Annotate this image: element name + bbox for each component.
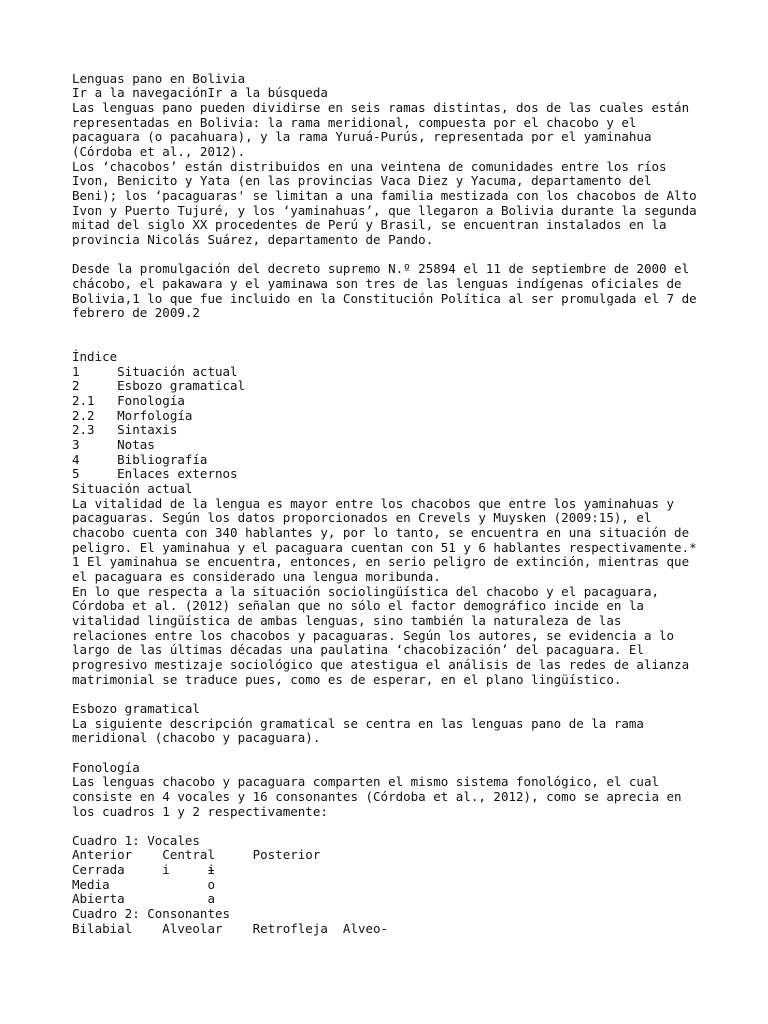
- index-item: [72, 394, 768, 409]
- intro-paragraph: [72, 101, 768, 160]
- column-header: Bilabial: [72, 920, 133, 936]
- text-line: representadas en Bolivia: la rama meridional, compuesta por el chacobo y el: [72, 114, 637, 130]
- nav-links: [72, 86, 768, 101]
- text-line: vitalidad lingüística de ambas lenguas, sino también la naturaleza de las: [72, 612, 622, 628]
- index-item: [72, 409, 768, 424]
- text-line: Las lenguas chacobo y pacaguara comparten el mismo sistema fonológico, el cual: [72, 774, 659, 790]
- text-line: Ivon y Puerto Tujuré, y los ‘yaminahuas’, que llegaron a Bolivia durante la segunda: [72, 202, 697, 218]
- text-line: los cuadros 1 y 2 respectivamente:: [72, 803, 328, 819]
- text-line: La vitalidad de la lengua es mayor entre los chacobos que entre los yaminahuas y: [72, 495, 675, 511]
- table-cell: i: [162, 862, 170, 878]
- section-heading: Esbozo gramatical: [72, 700, 200, 716]
- text-line: Los ‘chacobos’ están distribuidos en una veintena de comunidades entre los ríos: [72, 158, 667, 174]
- text-line: 1 El yaminahua se encuentra, entonces, en serio peligro de extinción, mientras que: [72, 554, 690, 570]
- table-header-row: [72, 922, 768, 937]
- table-row: [72, 863, 768, 878]
- table-cell: a: [207, 891, 215, 907]
- text-line: consiste en 4 vocales y 16 consonantes (Córdoba et al., 2012), como se aprecia en: [72, 788, 682, 804]
- index-item-number: 1: [72, 363, 80, 379]
- row-label: Cerrada: [72, 862, 125, 878]
- consonant-table: [72, 907, 768, 936]
- text-line: Bolivia,1 lo que fue incluido en la Constitución Política al ser promulgada el 7 de: [72, 290, 697, 306]
- text-line: Beni); los ‘pacaguaras' se limitan a una familia mestizada con los chacobos de Alto: [72, 187, 697, 203]
- text-line: chácobo, el pakawara y el yaminawa son tres de las lenguas indígenas oficiales de: [72, 275, 682, 291]
- table-caption: Cuadro 1: Vocales: [72, 832, 200, 848]
- table-of-contents: [72, 350, 768, 482]
- section-situacion-actual: [72, 482, 768, 687]
- text-line: Desde la promulgación del decreto supremo N.º 25894 el 11 de septiembre de 2000 el: [72, 261, 690, 277]
- section-heading: Situación actual: [72, 481, 193, 497]
- text-line: febrero de 2009.2: [72, 305, 200, 321]
- table-caption: Cuadro 2: Consonantes: [72, 906, 231, 922]
- section-fonologia: [72, 761, 768, 937]
- text-line: meridional (chacobo y pacaguara).: [72, 730, 321, 746]
- text-line: (Córdoba et al., 2012).: [72, 143, 246, 159]
- index-item: [72, 438, 768, 453]
- row-label: Media: [72, 876, 110, 892]
- index-item: [72, 423, 768, 438]
- index-item-number: 4: [72, 451, 80, 467]
- index-item-label: Enlaces externos: [117, 466, 238, 482]
- index-item-label: Fonología: [117, 393, 185, 409]
- index-item-number: 3: [72, 437, 80, 453]
- column-header: Alveo-: [342, 920, 389, 936]
- vitality-paragraph: [72, 497, 768, 585]
- text-line: Ivon, Benicito y Yata (en las provincias Vaca Diez y Yacuma, departamento del: [72, 173, 652, 189]
- text-line: progresivo mestizaje sociológico que atestigua el análisis de las redes de alianza: [72, 656, 690, 672]
- text-line: mitad del siglo XX procedentes de Perú y Brasil, se encuentran instalados en la: [72, 217, 667, 233]
- text-line: provincia Nicolás Suárez, departamento de Pando.: [72, 231, 434, 247]
- text-line: el pacaguara es considerado una lengua moribunda.: [72, 569, 441, 585]
- text-line: pacaguaras. Según los datos proporcionados en Crevels y Muysken (2009:15), el: [72, 510, 652, 526]
- section-heading: Fonología: [72, 759, 140, 775]
- table-header-row: [72, 848, 768, 863]
- table-row: [72, 878, 768, 893]
- distribution-paragraph: [72, 160, 768, 248]
- sociolinguistic-paragraph: [72, 585, 768, 688]
- index-item: [72, 453, 768, 468]
- index-heading: Índice: [72, 349, 118, 365]
- text-line: matrimonial se traduce pues, como es de esperar, en el plano lingüístico.: [72, 671, 622, 687]
- index-item-label: Notas: [117, 437, 155, 453]
- text-line: peligro. El yaminahua y el pacaguara cuentan con 51 y 6 hablantes respectivamente.*: [72, 539, 697, 555]
- column-header: Central: [162, 847, 215, 863]
- column-header: Anterior: [72, 847, 133, 863]
- go-to-navigation-text: Ir a la navegación: [72, 85, 208, 101]
- index-item-number: 2: [72, 378, 80, 394]
- index-item-label: Bibliografía: [117, 451, 208, 467]
- go-to-search-text: Ir a la búsqueda: [207, 85, 328, 101]
- column-header: Alveolar: [162, 920, 223, 936]
- text-line: La siguiente descripción gramatical se centra en las lenguas pano de la rama: [72, 715, 644, 731]
- index-item-number: 2.1: [72, 393, 95, 409]
- text-line: Córdoba et al. (2012) señalan que no sólo el factor demográfico incide en la: [72, 598, 644, 614]
- index-item-label: Sintaxis: [117, 422, 178, 438]
- index-item-label: Esbozo gramatical: [117, 378, 246, 394]
- table-cell: o: [207, 876, 215, 892]
- index-item-label: Morfología: [117, 407, 193, 423]
- index-item-number: 5: [72, 466, 80, 482]
- table-row: [72, 892, 768, 907]
- text-line: relaciones entre los chacobos y pacaguaras. Según los autores, se evidencia a lo: [72, 627, 675, 643]
- index-item-number: 2.2: [72, 407, 95, 423]
- text-line: chacobo cuenta con 340 hablantes y, por lo tanto, se encuentra en una situación de: [72, 525, 690, 541]
- index-item: [72, 379, 768, 394]
- text-line: largo de las últimas décadas una paulatina ‘chacobización’ del pacaguara. El: [72, 642, 644, 658]
- section-esbozo-gramatical: [72, 702, 768, 746]
- text-line: pacaguara (o pacahuara), y la rama Yuruá-Purús, representada por el yaminahua: [72, 129, 652, 145]
- table-cell: ɨ: [207, 862, 215, 878]
- index-item: [72, 467, 768, 482]
- index-item-number: 2.3: [72, 422, 95, 438]
- index-item-label: Situación actual: [117, 363, 238, 379]
- text-line: En lo que respecta a la situación sociolingüística del chacobo y el pacaguara,: [72, 583, 659, 599]
- document-title: Lenguas pano en Bolivia: [72, 70, 246, 86]
- row-label: Abierta: [72, 891, 125, 907]
- column-header: Retrofleja: [252, 920, 328, 936]
- officialization-paragraph: [72, 262, 768, 321]
- text-line: Las lenguas pano pueden dividirse en seis ramas distintas, dos de las cuales están: [72, 100, 690, 115]
- column-header: Posterior: [252, 847, 321, 863]
- vowel-table: [72, 834, 768, 907]
- index-item: [72, 365, 768, 380]
